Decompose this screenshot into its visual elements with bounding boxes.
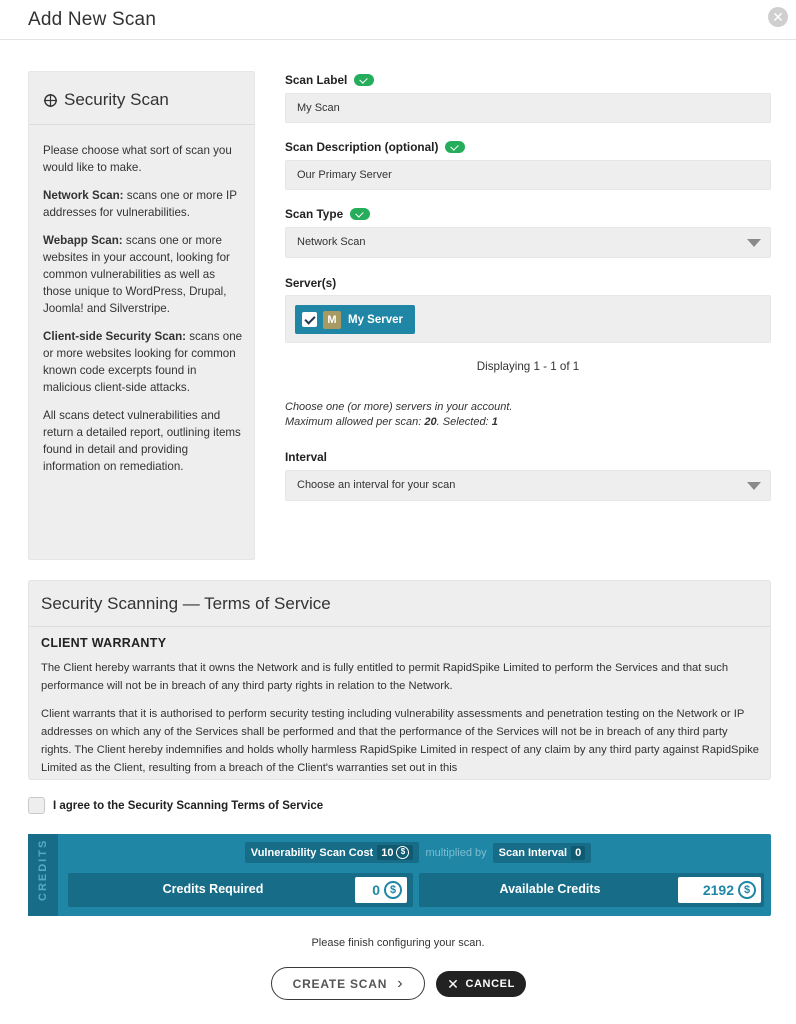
- credits-panel: [28, 834, 771, 916]
- credits-required-number: 0: [372, 882, 380, 898]
- check-icon: [445, 141, 465, 153]
- cancel-label: CANCEL: [465, 978, 515, 990]
- available-credits-block: [419, 873, 764, 907]
- tos-subtitle: CLIENT WARRANTY: [41, 636, 167, 650]
- scan-description-input[interactable]: [285, 160, 771, 190]
- agree-checkbox[interactable]: [28, 797, 45, 814]
- close-icon[interactable]: ✕: [772, 9, 784, 25]
- check-icon: [350, 208, 370, 220]
- modal-header: [0, 0, 796, 40]
- help-selected-prefix: . Selected:: [436, 415, 492, 428]
- scan-interval-pill: [493, 843, 592, 863]
- credits-required-block: [68, 873, 413, 907]
- help-line-max: [285, 415, 512, 430]
- scan-type-select[interactable]: [285, 227, 771, 258]
- servers-help: [285, 400, 512, 429]
- servers-box: [285, 295, 771, 343]
- servers-label-text: Server(s): [285, 276, 337, 290]
- paging-text: Displaying 1 - 1 of 1: [476, 360, 580, 373]
- close-icon: ✕: [447, 975, 460, 992]
- scan-description-text: Scan Description (optional): [285, 140, 439, 154]
- info-title-text: Security Scan: [64, 90, 169, 109]
- interval-label-text: Interval: [285, 450, 327, 464]
- info-desc: scans one or more websites looking for common known code excerpts found in malicious client-side attacks.: [43, 330, 243, 394]
- info-term: Network Scan:: [43, 189, 124, 202]
- server-name: My Server: [348, 313, 403, 326]
- help-max-value: 20: [424, 415, 437, 428]
- scan-interval-value: 0: [571, 846, 585, 860]
- agree-label[interactable]: I agree to the Security Scanning Terms of Service: [53, 799, 324, 812]
- available-credits-value: [678, 877, 761, 903]
- scan-type-label: [285, 207, 370, 221]
- agree-row: [28, 797, 323, 814]
- coin-icon: $: [396, 846, 409, 859]
- scan-cost-value: [377, 845, 413, 860]
- create-scan-button[interactable]: [271, 967, 425, 1000]
- info-footer: All scans detect vulnerabilities and return a detailed report, outlining items found in detail and providing information on remediation.: [43, 409, 241, 473]
- divider: [29, 626, 770, 627]
- interval-value: Choose an interval for your scan: [297, 479, 456, 491]
- info-term: Client-side Security Scan:: [43, 330, 187, 343]
- info-item-network: [43, 187, 245, 221]
- chevron-right-icon: ›: [397, 974, 404, 992]
- tos-paragraph: Client warrants that it is authorised to perform security testing including vulnerability assessments and penetration testing on the Network or IP addresses on which any of the Services shall be performed and that the performance of the Services will not be in breach of any third party rights. The Client hereby indemnifies and holds wholly harmless RapidSpike Limited in respect of any claim by any third party against RapidSpike Limited as the Client, resulting from a breach of the Client's warranties set out in this: [41, 708, 760, 774]
- info-title: [43, 90, 169, 110]
- coin-icon: $: [738, 881, 756, 899]
- info-item-webapp: [43, 232, 245, 317]
- credits-side: [28, 834, 58, 916]
- scan-label-text: Scan Label: [285, 73, 348, 87]
- available-credits-label: Available Credits: [499, 882, 601, 896]
- credits-side-label: CREDITS: [37, 838, 49, 901]
- modal-title: Add New Scan: [28, 9, 157, 30]
- crosshair-icon: [43, 93, 58, 108]
- multiplied-by-text: multiplied by: [425, 846, 487, 859]
- interval-select[interactable]: [285, 470, 771, 501]
- help-selected-value: 1: [491, 415, 498, 428]
- coin-icon: $: [384, 881, 402, 899]
- info-intro: Please choose what sort of scan you would like to make.: [43, 144, 232, 174]
- info-item-client-side: [43, 328, 245, 396]
- scan-cost-number: 10: [381, 846, 394, 859]
- help-line: Choose one (or more) servers in your account.: [285, 401, 513, 413]
- interval-label: [285, 450, 327, 464]
- scan-type-value: Network Scan: [297, 236, 366, 248]
- close-button[interactable]: [768, 7, 788, 27]
- create-scan-label: CREATE SCAN: [292, 976, 388, 991]
- check-icon: [354, 74, 374, 86]
- scan-label-label: [285, 73, 374, 87]
- help-max-prefix: Maximum allowed per scan:: [285, 415, 425, 428]
- finish-message: Please finish configuring your scan.: [311, 937, 485, 949]
- tos-panel[interactable]: [28, 580, 771, 780]
- info-desc: scans one or more IP addresses for vulnerabilities.: [43, 189, 237, 219]
- credits-required-label: Credits Required: [162, 882, 264, 896]
- server-chip[interactable]: [295, 305, 415, 334]
- info-body: [43, 142, 245, 486]
- available-credits-number: 2192: [702, 882, 734, 898]
- servers-label: [285, 276, 336, 290]
- scan-label-input[interactable]: [285, 93, 771, 123]
- scan-interval-label: Scan Interval: [498, 846, 568, 859]
- scan-description-label: [285, 140, 465, 154]
- cancel-button[interactable]: [436, 971, 526, 997]
- scan-cost-label: Vulnerability Scan Cost: [250, 846, 374, 859]
- server-avatar: M: [323, 311, 341, 329]
- info-desc: scans one or more websites in your account, looking for common vulnerabilities as well as those unique to WordPress, Drupal, Joomla! and Silverstripe.: [43, 234, 230, 315]
- info-panel: [28, 71, 255, 560]
- dropdown-arrow-icon: [747, 482, 761, 490]
- credits-required-value: [355, 877, 407, 903]
- scan-cost-pill: [245, 842, 420, 863]
- scan-type-text: Scan Type: [285, 207, 344, 221]
- tos-title: Security Scanning — Terms of Service: [41, 594, 331, 613]
- cost-row: [68, 842, 768, 863]
- divider: [29, 124, 254, 125]
- info-term: Webapp Scan:: [43, 234, 123, 247]
- checkbox-checked-icon[interactable]: [302, 312, 317, 327]
- tos-paragraph: The Client hereby warrants that it owns the Network and is fully entitled to permit RapidSpike Limited to perform the Services and that such performance will not be in breach of any third party rights in relation to the Network.: [41, 662, 729, 692]
- dropdown-arrow-icon: [747, 239, 761, 247]
